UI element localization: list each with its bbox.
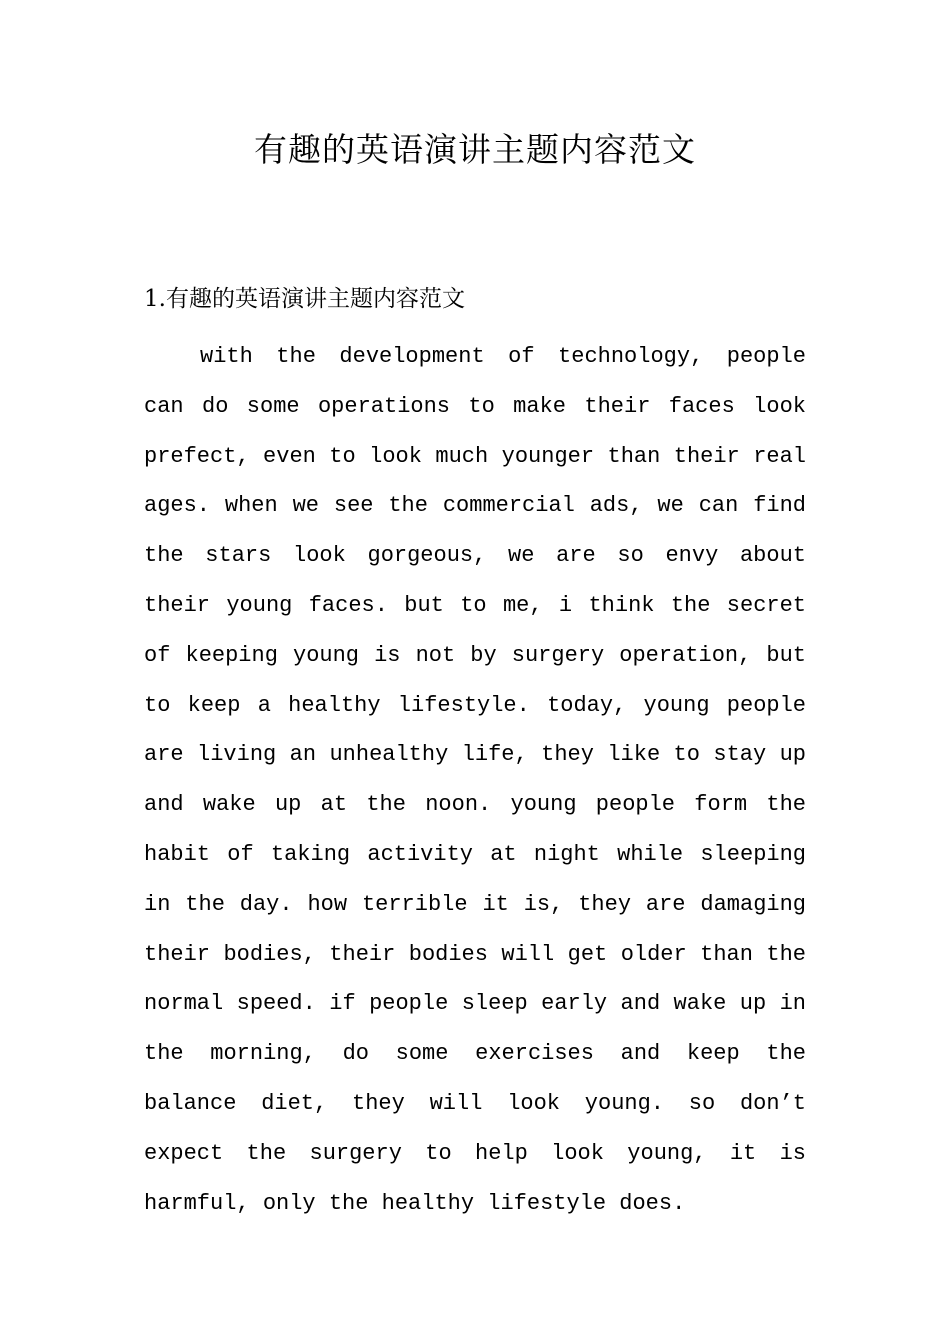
page-title: 有趣的英语演讲主题内容范文 — [254, 130, 696, 169]
body-paragraph: with the development of technology, people can do some operations to make their faces look prefect, even to look much younger than their real ages. when we see the commercial ads, we can find the stars look gorgeous, we are so envy about their young faces. but to me, i think the secret of keeping young is not by surgery operation, but to keep a healthy lifestyle. today, young people are living an unhealthy life, they like to stay up and wake up at the noon. young people form the habit of taking activity at night while sleeping in the day. how terrible it is, they are damaging their bodies, their bodies will get older than the normal speed. if people sleep early and wake up in the morning, do some exercises and keep the balance diet, they will look young. so don’t expect the surgery to help look young, it is harmful, only the healthy lifestyle does. — [144, 344, 806, 1216]
section-heading: 1.有趣的英语演讲主题内容范文 — [144, 286, 465, 312]
